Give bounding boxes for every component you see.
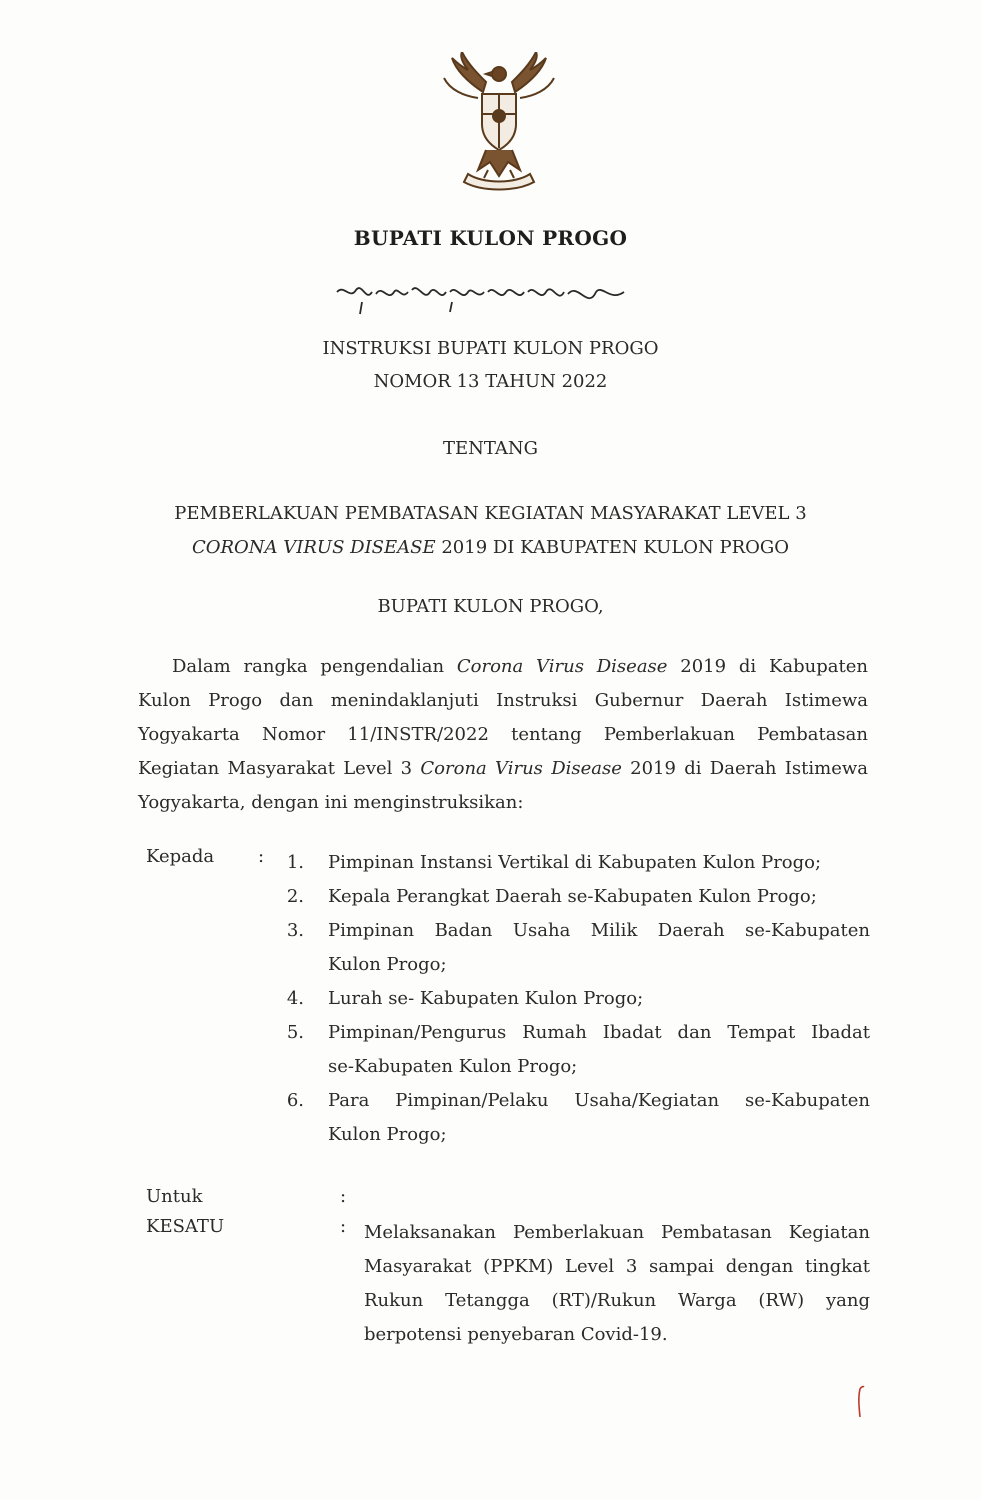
list-item-text: Kepala Perangkat Daerah se-Kabupaten Kulon Progo; <box>328 886 817 907</box>
kesatu-colon: : <box>340 1216 347 1237</box>
list-item-text: Pimpinan Instansi Vertikal di Kabupaten Kulon Progo; <box>328 852 822 873</box>
list-item <box>280 982 870 1016</box>
issuer-line: BUPATI KULON PROGO, <box>377 596 604 617</box>
list-item <box>280 880 870 914</box>
document-number: NOMOR 13 TAHUN 2022 <box>373 371 608 392</box>
about-heading: TENTANG <box>442 438 539 459</box>
list-item-number: 1. <box>286 852 304 873</box>
kepada-label: Kepada <box>146 846 215 867</box>
handwritten-initial-mark <box>852 1383 866 1419</box>
list-item-number: 2. <box>286 886 304 907</box>
list-item-number: 3. <box>286 920 304 941</box>
list-item-text: Para Pimpinan/Pelaku Usaha/Kegiatan se-Kabupaten Kulon Progo; <box>328 1090 870 1145</box>
list-item <box>280 846 870 880</box>
subject-line-1: PEMBERLAKUAN PEMBATASAN KEGIATAN MASYARAKAT LEVEL 3 <box>174 503 807 524</box>
kesatu-text: Melaksanakan Pemberlakuan Pembatasan Kegiatan Masyarakat (PPKM) Level 3 sampai dengan tingkat Rukun Tetangga (RT)/Rukun Warga (RW) yang berpotensi penyebaran Covid-19. <box>364 1222 870 1345</box>
untuk-colon: : <box>340 1186 347 1207</box>
list-item-text: Pimpinan Badan Usaha Milik Daerah se-Kabupaten Kulon Progo; <box>328 920 870 975</box>
garuda-emblem-icon <box>438 52 560 192</box>
list-item-number: 5. <box>286 1022 304 1043</box>
javanese-script-heading <box>332 280 632 316</box>
instruction-heading: INSTRUKSI BUPATI KULON PROGO <box>322 338 659 359</box>
list-item <box>280 914 870 982</box>
list-item-number: 4. <box>286 988 304 1009</box>
list-item-text: Pimpinan/Pengurus Rumah Ibadat dan Tempat Ibadat se-Kabupaten Kulon Progo; <box>328 1022 870 1077</box>
list-item <box>280 1016 870 1084</box>
preamble-paragraph: Dalam rangka pengendalian Corona Virus Disease 2019 di Kabupaten Kulon Progo dan menindaklanjuti Instruksi Gubernur Daerah Istimewa Yogyakarta Nomor 11/INSTR/2022 tentang Pemberlakuan Pembatasan Kegiatan Masyarakat Level 3 Corona Virus Disease 2019 di Daerah Istimewa Yogyakarta, dengan ini menginstruksikan: <box>138 656 868 813</box>
recipient-list <box>280 846 870 1152</box>
kesatu-label: KESATU <box>146 1216 225 1237</box>
list-item-text: Lurah se- Kabupaten Kulon Progo; <box>328 988 644 1009</box>
subject-line-2: CORONA VIRUS DISEASE 2019 DI KABUPATEN KULON PROGO <box>191 537 790 558</box>
untuk-label: Untuk <box>146 1186 203 1207</box>
list-item-number: 6. <box>286 1090 304 1111</box>
issuer-title: BUPATI KULON PROGO <box>353 226 628 250</box>
kepada-colon: : <box>258 846 265 867</box>
list-item <box>280 1084 870 1152</box>
